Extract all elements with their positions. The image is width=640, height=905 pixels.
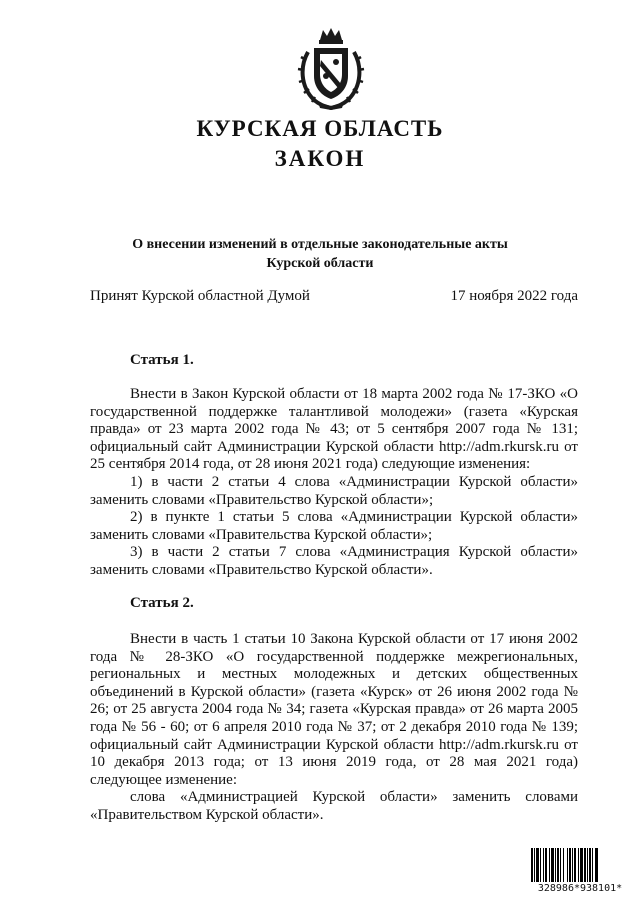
adopted-by: Принят Курской областной Думой [90,288,310,304]
paragraph: Внести в Закон Курской области от 18 марта 2002 года № 17-ЗКО «О государственной поддержке талантливой молодежи» (газета «Курская правда» от 23 марта 2002 года № 43; от 5 сентября 2007 года № 131; официальный сайт Администрации Курской области http://adm.rkursk.ru от 25 сентября 2014 года, от 28 июня 2021 года) следующие изменения: [90,386,578,473]
document-type-title: ЗАКОН [274,146,366,171]
paragraph: Внести в часть 1 статьи 10 Закона Курской области от 17 июня 2002 года № 28-ЗКО «О государственной поддержке межрегиональных, региональных и местных молодежных и детских общественных объединений в Курской области» (газета «Курск» от 26 июня 2002 года № 26; от 25 августа 2004 года № 34; газета «Курская правда» от 26 марта 2005 года № 56 - 60; от 6 апреля 2010 года № 37; от 2 декабря 2010 года № 139; официальный сайт Администрации Курской области http://adm.rkursk.ru от 10 декабря 2013 года; от 13 июня 2019 года, от 28 мая 2021 года) следующее изменение: [90,631,578,788]
paragraph: 1) в части 2 статьи 4 слова «Администрации Курской области» заменить словами «Правительство Курской области»; [90,473,578,508]
paragraph: 3) в части 2 статьи 7 слова «Администрация Курской области» заменить словами «Правительство Курской области». [90,544,578,578]
paragraph: слова «Администрацией Курской области» заменить словами «Правительством Курской области». [90,789,578,823]
law-subject-line: О внесении изменений в отдельные законодательные акты [132,237,508,252]
adoption-date: 17 ноября 2022 года [450,288,578,304]
article-2-body [90,631,578,825]
region-title: КУРСКАЯ ОБЛАСТЬ [196,116,444,141]
article-1-heading: Статья 1. [130,352,194,368]
paragraph: 2) в пункте 1 статьи 5 слова «Администрации Курской области» заменить словами «Правительства Курской области»; [90,509,578,543]
article-1-body [90,386,578,580]
barcode-bar [598,848,599,882]
barcode-number: 328986*938101* [537,883,623,894]
barcode-bars [531,848,629,882]
coat-of-arms-icon [296,26,366,110]
article-2-heading: Статья 2. [130,595,194,611]
barcode [531,848,629,896]
law-subject-line: Курской области [266,256,374,271]
law-subject [90,235,550,273]
